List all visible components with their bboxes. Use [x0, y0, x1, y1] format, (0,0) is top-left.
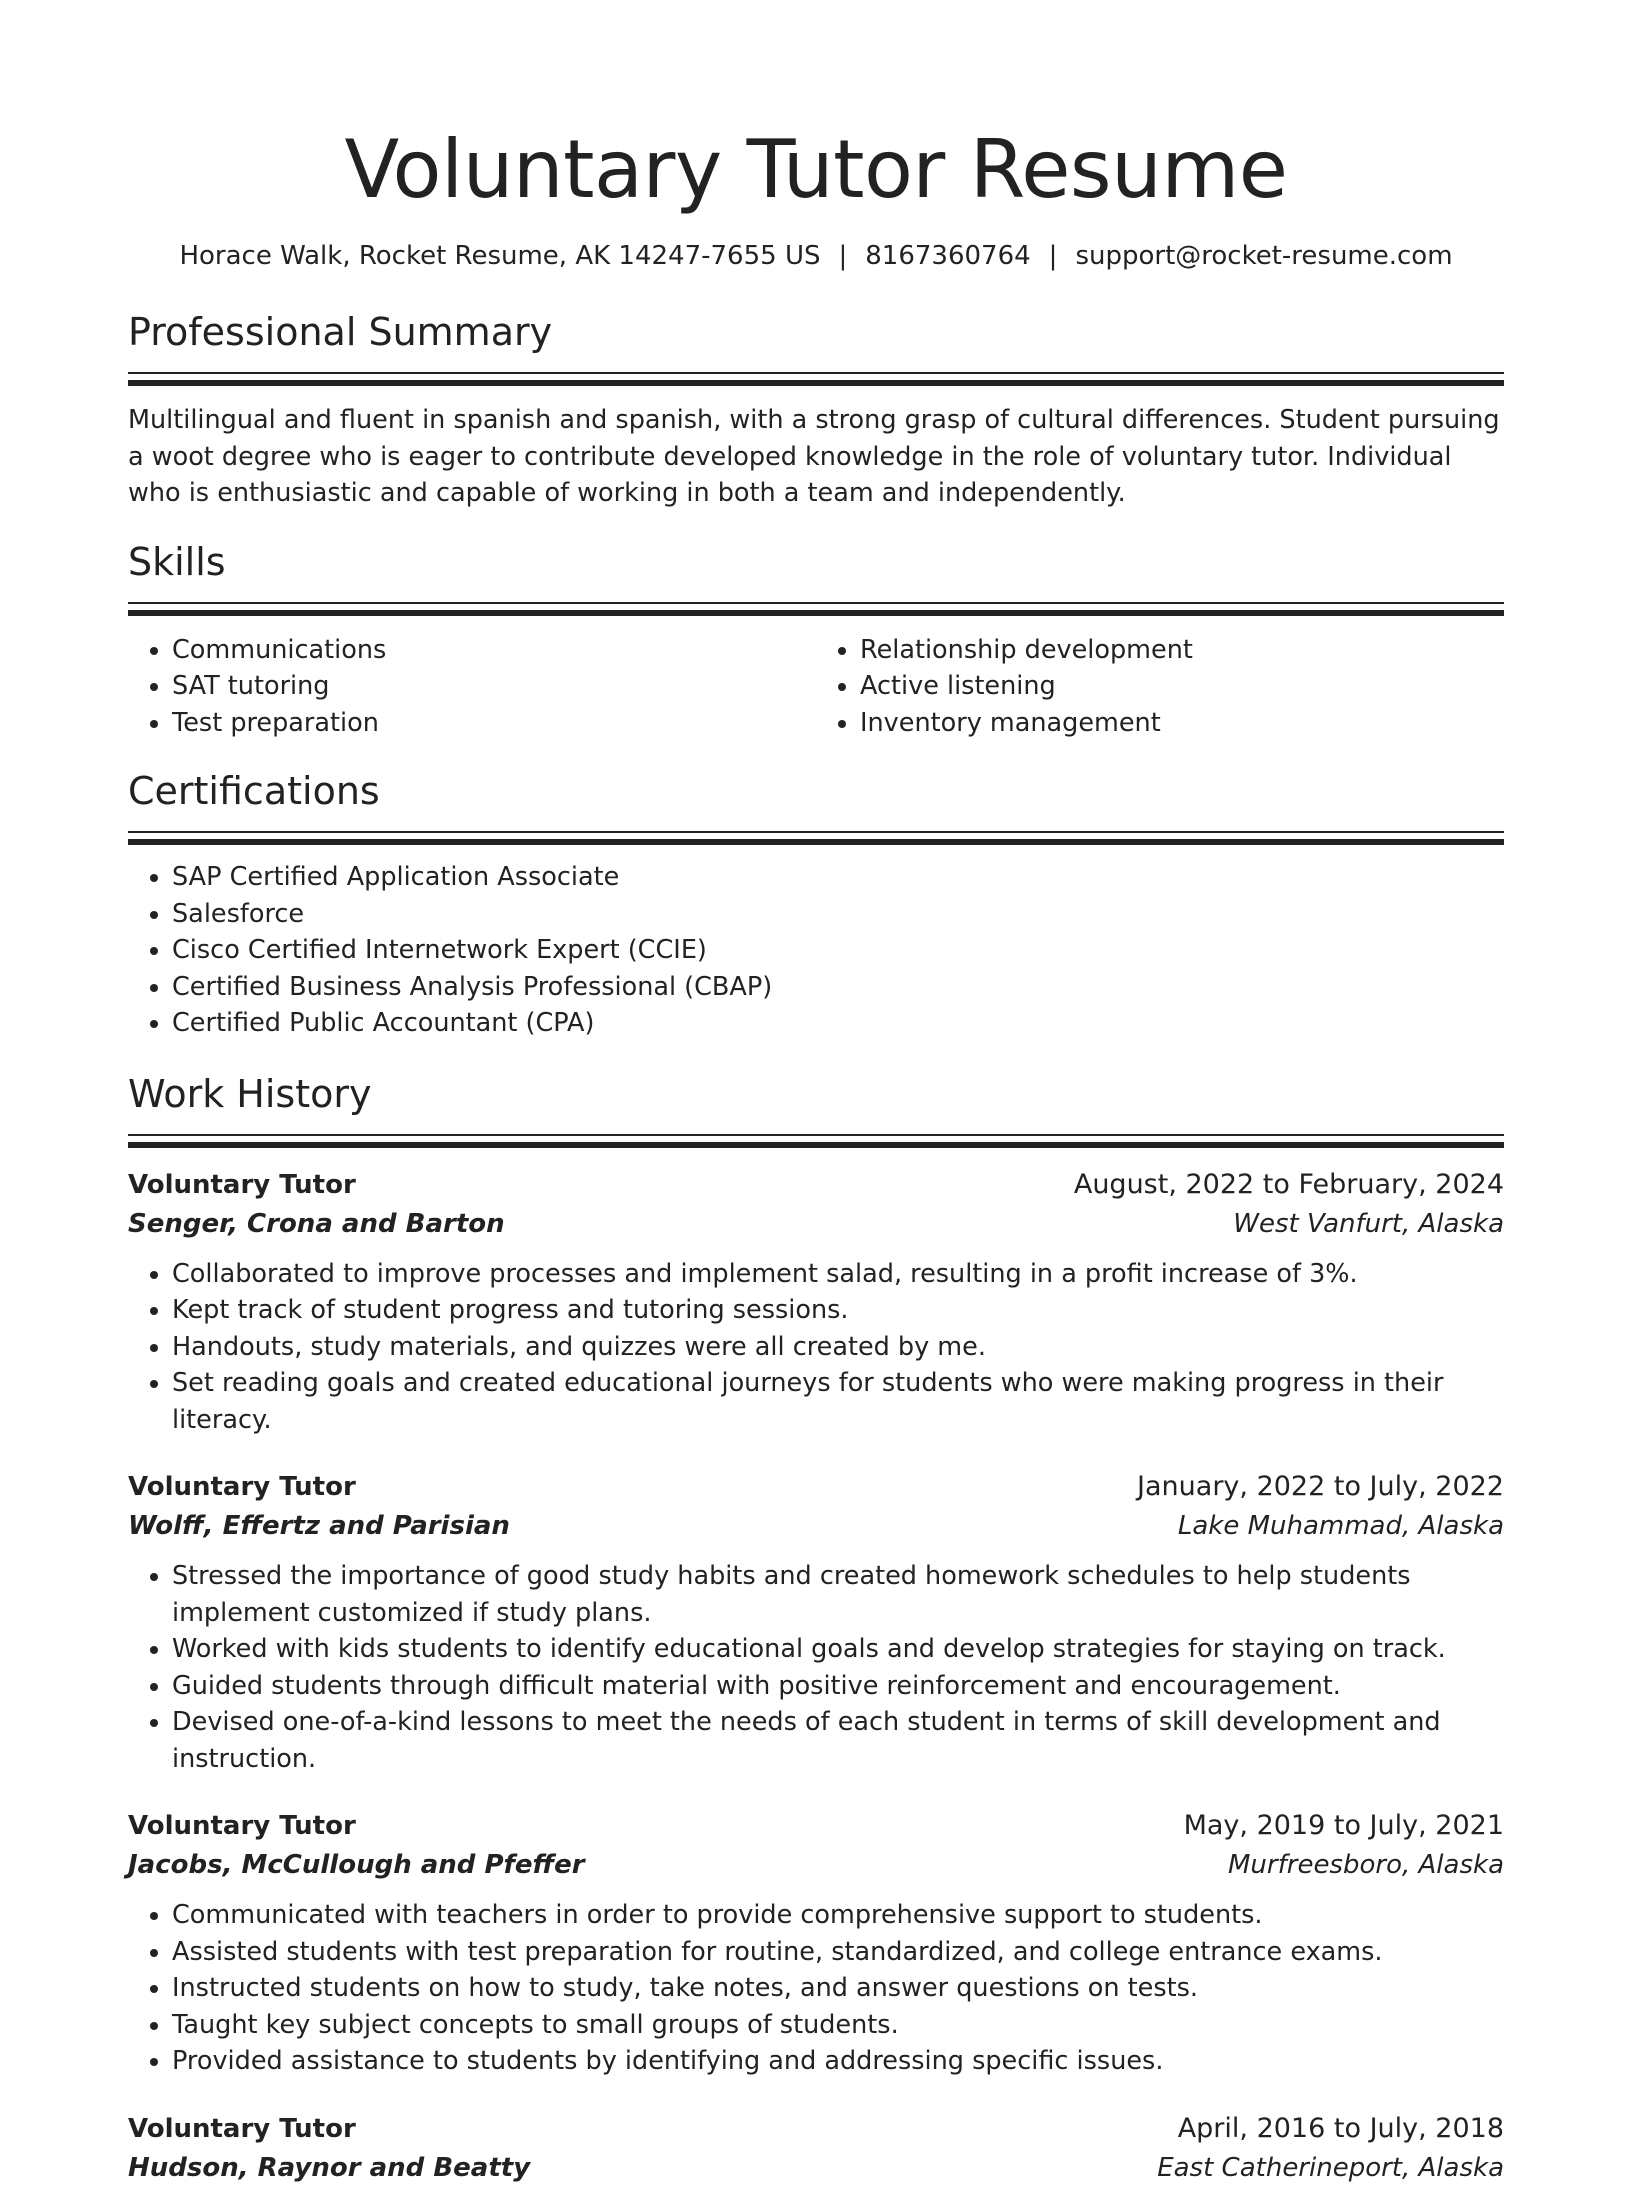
job-entry	[128, 1166, 1504, 1439]
certification-item: • Certified Public Accountant (CPA)	[172, 1005, 1504, 1042]
skill-item: • Inventory management	[860, 705, 1504, 742]
job-dates: August, 2022 to February, 2024	[1073, 1168, 1504, 1200]
section-divider	[128, 831, 1504, 845]
job-bullet: • Provided assistance to students by identifying and addressing specific issues.	[172, 2043, 1504, 2080]
skills-heading: Skills	[128, 539, 226, 584]
job-location: West Vanfurt, Alaska	[1233, 1208, 1504, 1239]
summary-section	[128, 306, 1504, 512]
certification-item: • Cisco Certified Internetwork Expert (CCIE)	[172, 932, 1504, 969]
skill-item: • Communications	[172, 632, 816, 669]
certification-item: • SAP Certified Application Associate	[172, 859, 1504, 896]
job-company: Wolff, Effertz and Parisian	[128, 1511, 510, 1541]
skills-column-right	[816, 632, 1504, 742]
contact-address: Horace Walk, Rocket Resume, AK 14247-7655 US	[179, 241, 821, 271]
job-bullets	[128, 1558, 1504, 1777]
job-bullet: • Stressed the importance of good study habits and created homework schedules to help students implement customized if study plans.	[172, 1558, 1504, 1631]
job-bullet: • Assisted students with test preparation for routine, standardized, and college entrance exams.	[172, 1934, 1504, 1971]
job-company: Jacobs, McCullough and Pfeffer	[128, 1850, 585, 1880]
job-company: Senger, Crona and Barton	[128, 1208, 505, 1239]
certifications-heading: Certifications	[128, 769, 380, 813]
job-bullet: • Devised one-of-a-kind lessons to meet the needs of each student in terms of skill development and instruction.	[172, 1704, 1504, 1777]
job-bullets	[128, 1897, 1504, 2080]
skills-grid	[128, 632, 1504, 742]
job-dates: May, 2019 to July, 2021	[1183, 1810, 1504, 1841]
skill-item: • SAT tutoring	[172, 668, 816, 705]
job-title: Voluntary Tutor	[128, 2113, 356, 2144]
job-company: Hudson, Raynor and Beatty	[128, 2152, 531, 2183]
job-bullet: • Set reading goals and created educational journeys for students who were making progress in their literacy.	[172, 1365, 1504, 1438]
job-dates: January, 2022 to July, 2022	[1137, 1471, 1504, 1502]
job-bullet: • Communicated with teachers in order to provide comprehensive support to students.	[172, 1897, 1504, 1934]
job-entry	[128, 1468, 1504, 1777]
work-history-section	[128, 1068, 1504, 2188]
skills-section	[128, 536, 1504, 742]
contact-separator: |	[1048, 241, 1058, 271]
contact-line	[128, 236, 1504, 276]
certifications-list	[128, 859, 1504, 1042]
section-divider	[128, 1134, 1504, 1148]
skills-column-left	[128, 632, 816, 742]
job-bullets	[128, 1256, 1504, 1439]
section-divider	[128, 372, 1504, 386]
summary-text: Multilingual and fluent in spanish and spanish, with a strong grasp of cultural differences. Student pursuing a woot degree who is eager to contribute developed knowledge in the role of voluntary tutor. Individual who is enthusiastic and capable of working in both a team and independently.	[128, 405, 1500, 508]
skill-item: • Test preparation	[172, 705, 816, 742]
certifications-section	[128, 765, 1504, 1042]
contact-email[interactable]: support@rocket-resume.com	[1075, 241, 1453, 271]
skill-item: • Active listening	[860, 668, 1504, 705]
certification-item: • Certified Business Analysis Professional (CBAP)	[172, 969, 1504, 1006]
work-history-heading: Work History	[128, 1071, 372, 1116]
job-bullet: • Handouts, study materials, and quizzes were all created by me.	[172, 1329, 1504, 1366]
job-location: Lake Muhammad, Alaska	[1177, 1511, 1504, 1541]
job-title: Voluntary Tutor	[128, 1811, 356, 1841]
job-bullet: • Collaborated to improve processes and implement salad, resulting in a profit increase of 3%.	[172, 1256, 1504, 1293]
summary-heading: Professional Summary	[128, 310, 553, 354]
job-title: Voluntary Tutor	[128, 1472, 356, 1502]
job-bullet: • Kept track of student progress and tutoring sessions.	[172, 1292, 1504, 1329]
job-entry	[128, 1807, 1504, 2080]
contact-phone: 8167360764	[865, 241, 1031, 271]
job-title: Voluntary Tutor	[128, 1169, 356, 1200]
job-dates: April, 2016 to July, 2018	[1177, 2112, 1504, 2144]
job-entry	[128, 2110, 1504, 2188]
job-bullet: • Taught key subject concepts to small groups of students.	[172, 2007, 1504, 2044]
job-bullet: • Guided students through difficult material with positive reinforcement and encouragement.	[172, 1668, 1504, 1705]
job-location: Murfreesboro, Alaska	[1228, 1850, 1504, 1880]
skill-item: • Relationship development	[860, 632, 1504, 669]
job-location: East Catherineport, Alaska	[1157, 2152, 1504, 2183]
job-bullet: • Worked with kids students to identify educational goals and develop strategies for staying on track.	[172, 1631, 1504, 1668]
section-divider	[128, 602, 1504, 616]
certification-item: • Salesforce	[172, 896, 1504, 933]
job-bullet: • Instructed students on how to study, take notes, and answer questions on tests.	[172, 1970, 1504, 2007]
page-title: Voluntary Tutor Resume	[344, 123, 1288, 216]
contact-separator: |	[838, 241, 848, 271]
